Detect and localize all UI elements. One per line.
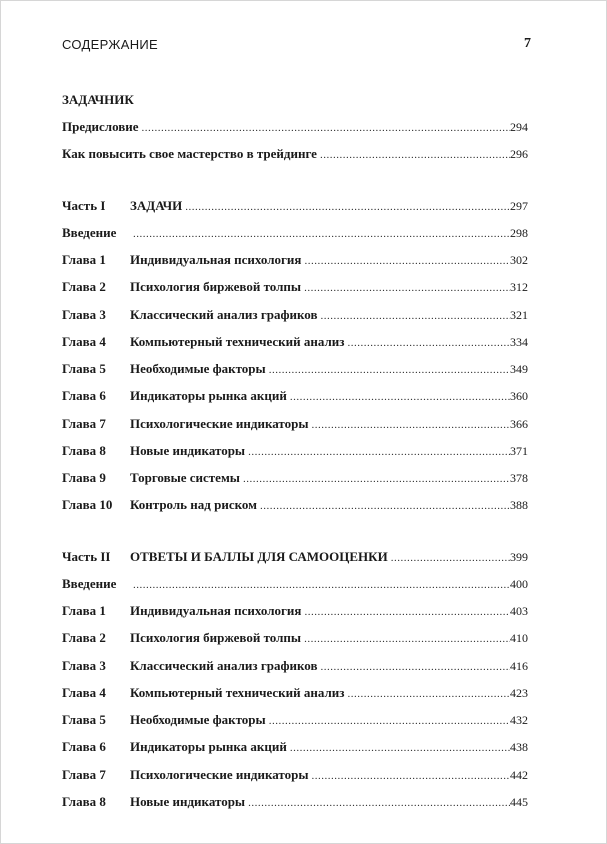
entry-label: Глава 6: [62, 388, 106, 404]
dot-leader: [240, 470, 510, 488]
entry-page: 432: [510, 713, 528, 727]
toc-entry[interactable]: [62, 496, 528, 514]
entry-page: 399: [510, 549, 528, 564]
dot-leader: [309, 416, 510, 434]
entry-title: Психологические индикаторы: [130, 766, 309, 782]
dot-leader: [130, 576, 510, 594]
toc-entry[interactable]: [62, 602, 528, 620]
dot-leader: [301, 279, 510, 297]
dot-leader: [317, 146, 510, 164]
dot-leader: [257, 497, 510, 515]
entry-label: Часть I: [62, 197, 106, 213]
entry-page: 298: [510, 225, 528, 240]
entry-title: Необходимые факторы: [130, 361, 266, 376]
entry-title: Психология биржевой толпы: [130, 279, 302, 295]
entry-page: 403: [510, 604, 528, 618]
toc-entry[interactable]: [62, 224, 528, 242]
toc-entry[interactable]: [62, 738, 528, 756]
toc-entry[interactable]: [62, 766, 528, 784]
toc-entry[interactable]: [62, 657, 528, 675]
entry-page: 438: [510, 740, 528, 755]
entry-page: 360: [510, 389, 528, 404]
entry-title: Новые индикаторы: [130, 442, 246, 458]
entry-page: 445: [510, 794, 528, 809]
entry-page: 334: [510, 334, 528, 349]
toc-entry[interactable]: [62, 442, 528, 460]
entry-title: Индикаторы рынка акций: [130, 388, 287, 404]
entry-page: 297: [510, 198, 528, 213]
toc-entry[interactable]: [62, 118, 528, 136]
toc-entry[interactable]: [62, 360, 528, 378]
entry-title: Компьютерный технический анализ: [130, 684, 345, 700]
entry-title: Необходимые факторы: [130, 712, 266, 727]
toc-entry[interactable]: [62, 387, 528, 405]
entry-page: 442: [510, 767, 528, 782]
entry-page: 371: [510, 443, 528, 458]
dot-leader: [301, 603, 510, 621]
entry-label: Глава 3: [62, 657, 106, 673]
entry-page: 388: [510, 498, 528, 513]
entry-page: 366: [510, 416, 528, 431]
dot-leader: [266, 361, 510, 379]
entry-title: Индивидуальная психология: [130, 603, 302, 618]
entry-page: 296: [510, 147, 528, 162]
toc-entry[interactable]: [62, 629, 528, 647]
entry-label: Глава 3: [62, 306, 106, 322]
entry-label: Глава 2: [62, 630, 106, 646]
running-head: СОДЕРЖАНИЕ: [62, 37, 159, 52]
entry-label: Введение: [62, 224, 117, 240]
page-number: 7: [524, 36, 531, 51]
entry-page: 321: [510, 307, 528, 322]
toc-entry[interactable]: [62, 575, 528, 593]
entry-title: Контроль над риском: [130, 497, 258, 513]
entry-page: 410: [510, 631, 528, 646]
entry-page: 302: [510, 253, 528, 267]
entry-title: Индикаторы рынка акций: [130, 739, 287, 755]
entry-label: Глава 8: [62, 442, 106, 458]
toc-entry[interactable]: [62, 306, 528, 324]
intro-entries: [62, 118, 528, 163]
dot-leader: [309, 767, 510, 785]
entry-label: Глава 4: [62, 684, 106, 700]
entry-label: Глава 4: [62, 333, 106, 349]
dot-leader: [130, 225, 510, 243]
entry-title: Торговые системы: [130, 470, 240, 485]
entry-page: 349: [510, 362, 528, 376]
toc-entry[interactable]: [62, 278, 528, 296]
part-2-list: [62, 548, 528, 811]
entry-label: Глава 5: [62, 361, 106, 376]
dot-leader: [266, 712, 510, 730]
entry-page: 400: [510, 576, 528, 591]
dot-leader: [139, 119, 510, 137]
entry-label: Глава 5: [62, 712, 106, 727]
entry-title: Новые индикаторы: [130, 793, 246, 809]
entry-title: ЗАДАЧИ: [130, 197, 183, 213]
entry-label: Глава 2: [62, 279, 106, 295]
toc-entry[interactable]: [62, 251, 528, 269]
entry-title: Классический анализ графиков: [130, 306, 318, 322]
dot-leader: [287, 388, 510, 406]
entry-page: 312: [510, 280, 528, 295]
entry-label: Глава 10: [62, 497, 113, 513]
part-1-list: [62, 197, 528, 515]
entry-label: Глава 7: [62, 766, 106, 782]
toc-entry[interactable]: [62, 197, 528, 215]
dot-leader: [245, 794, 510, 812]
entry-title: ОТВЕТЫ И БАЛЛЫ ДЛЯ САМООЦЕНКИ: [130, 548, 388, 564]
dot-leader: [287, 739, 510, 757]
entry-label: Глава 6: [62, 739, 106, 755]
section-title: ЗАДАЧНИК: [62, 92, 134, 107]
entry-page: 423: [510, 685, 528, 700]
toc-entry[interactable]: [62, 469, 528, 487]
toc-entry[interactable]: [62, 793, 528, 811]
dot-leader: [301, 252, 510, 270]
dot-leader: [345, 685, 510, 703]
entry-title: Классический анализ графиков: [130, 657, 318, 673]
toc-entry[interactable]: [62, 333, 528, 351]
entry-title: Индивидуальная психология: [130, 252, 302, 267]
toc-entry[interactable]: [62, 711, 528, 729]
toc-entry[interactable]: [62, 415, 528, 433]
dot-leader: [388, 549, 510, 567]
entry-page: 378: [510, 471, 528, 485]
dot-leader: [318, 307, 511, 325]
dot-leader: [245, 443, 510, 461]
dot-leader: [318, 658, 511, 676]
dot-leader: [345, 334, 510, 352]
entry-label: Введение: [62, 575, 117, 591]
toc-entry[interactable]: [62, 548, 528, 566]
entry-title: Предисловие: [62, 119, 139, 134]
entry-label: Глава 1: [62, 603, 106, 618]
dot-leader: [301, 630, 510, 648]
entry-page: 294: [510, 120, 528, 134]
entry-title: Компьютерный технический анализ: [130, 333, 345, 349]
dot-leader: [182, 198, 510, 216]
entry-title: Психология биржевой толпы: [130, 630, 302, 646]
entry-label: Часть II: [62, 548, 111, 564]
entry-label: Глава 8: [62, 793, 106, 809]
table-of-contents: [62, 91, 528, 820]
entry-label: Глава 7: [62, 415, 106, 431]
entry-page: 416: [510, 658, 528, 673]
entry-label: Глава 9: [62, 470, 106, 485]
entry-title: Как повысить свое мастерство в трейдинге: [62, 146, 317, 162]
toc-entry[interactable]: [62, 684, 528, 702]
entry-label: Глава 1: [62, 252, 106, 267]
toc-entry[interactable]: [62, 145, 528, 163]
entry-title: Психологические индикаторы: [130, 415, 309, 431]
